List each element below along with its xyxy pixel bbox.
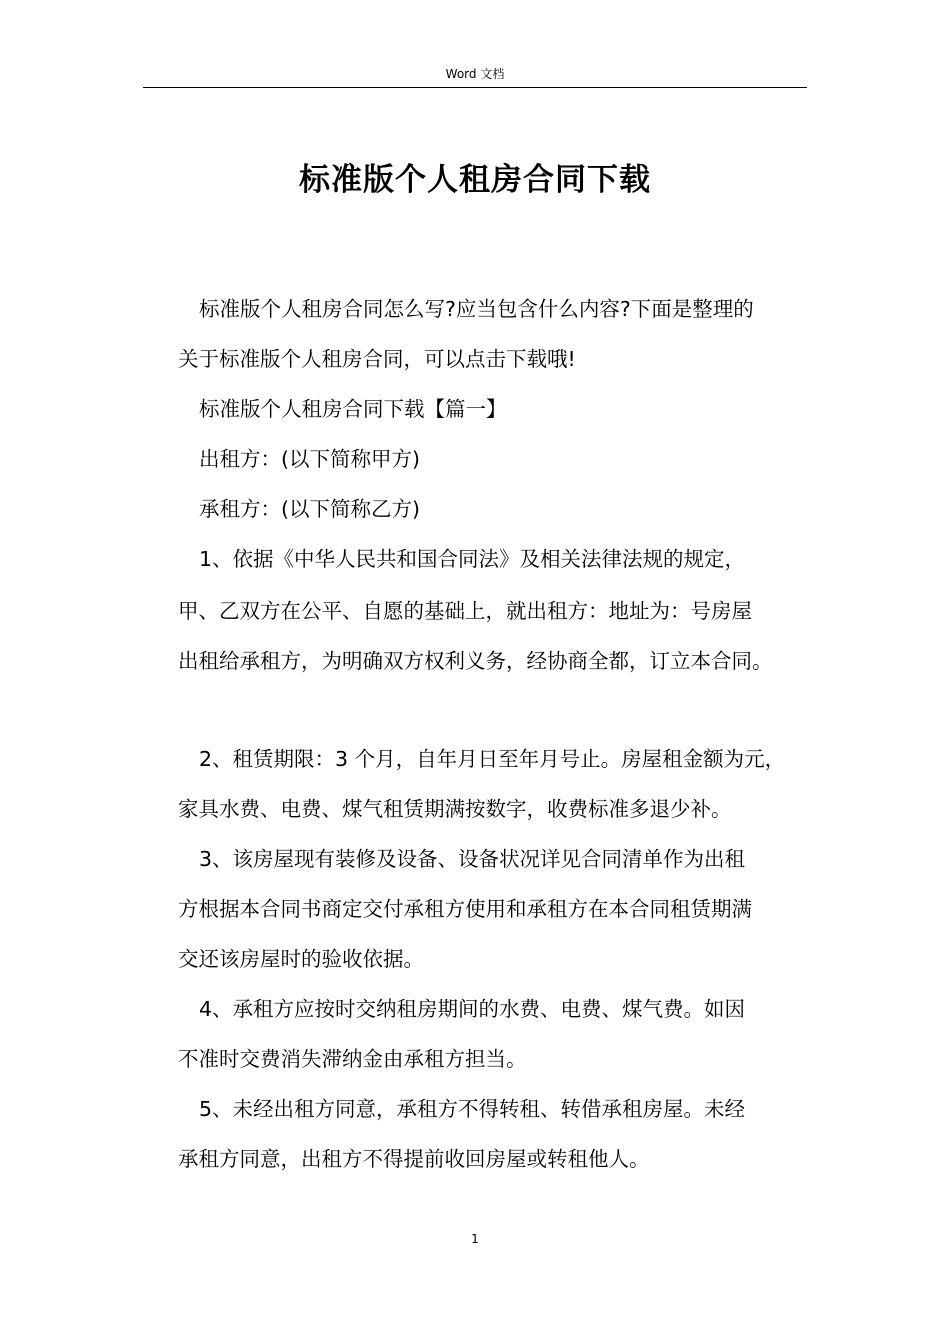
section-heading-part-one: 标准版个人租房合同下载【篇一】: [199, 397, 507, 421]
clause-5-line-1: 5、未经出租方同意，承租方不得转租、转借承租房屋。未经: [199, 1097, 746, 1121]
clause-4-line-2: 不准时交费消失滞纳金由承租方担当。: [178, 1047, 527, 1071]
clause-3-line-3: 交还该房屋时的验收依据。: [178, 947, 424, 971]
clause-1-line-1: 1、依据《中华人民共和国合同法》及相关法律法规的规定，: [199, 547, 746, 571]
body-line-2: 关于标准版个人租房合同，可以点击下载哦!: [178, 347, 576, 371]
clause-2-line-2: 家具水费、电费、煤气租赁期满按数字，收费标准多退少补。: [178, 797, 732, 821]
clause-4-line-1: 4、承租方应按时交纳租房期间的水费、电费、煤气费。如因: [199, 997, 746, 1021]
body-line-1: 标准版个人租房合同怎么写?应当包含什么内容?下面是整理的: [199, 297, 754, 321]
document-title: 标准版个人租房合同下载: [299, 162, 651, 198]
lessor-line: 出租方：(以下简称甲方): [199, 447, 420, 471]
clause-1-line-2: 甲、乙双方在公平、自愿的基础上，就出租方：地址为：号房屋: [178, 599, 752, 623]
lessee-line: 承租方：(以下简称乙方): [199, 497, 420, 521]
page-number: 1: [471, 1232, 479, 1246]
clause-1-line-3: 出租给承租方，为明确双方权利义务，经协商全都，订立本合同。: [178, 649, 773, 673]
page-header: Word 文档: [445, 67, 505, 81]
clause-2-line-1: 2、租赁期限：3 个月，自年月日至年月号止。房屋租金额为元，: [199, 747, 786, 771]
clause-5-line-2: 承租方同意，出租方不得提前收回房屋或转租他人。: [178, 1147, 650, 1171]
clause-3-line-1: 3、该房屋现有装修及设备、设备状况详见合同清单作为出租: [199, 847, 746, 871]
header-divider: [143, 87, 807, 88]
clause-3-line-2: 方根据本合同书商定交付承租方使用和承租方在本合同租赁期满: [178, 897, 752, 921]
